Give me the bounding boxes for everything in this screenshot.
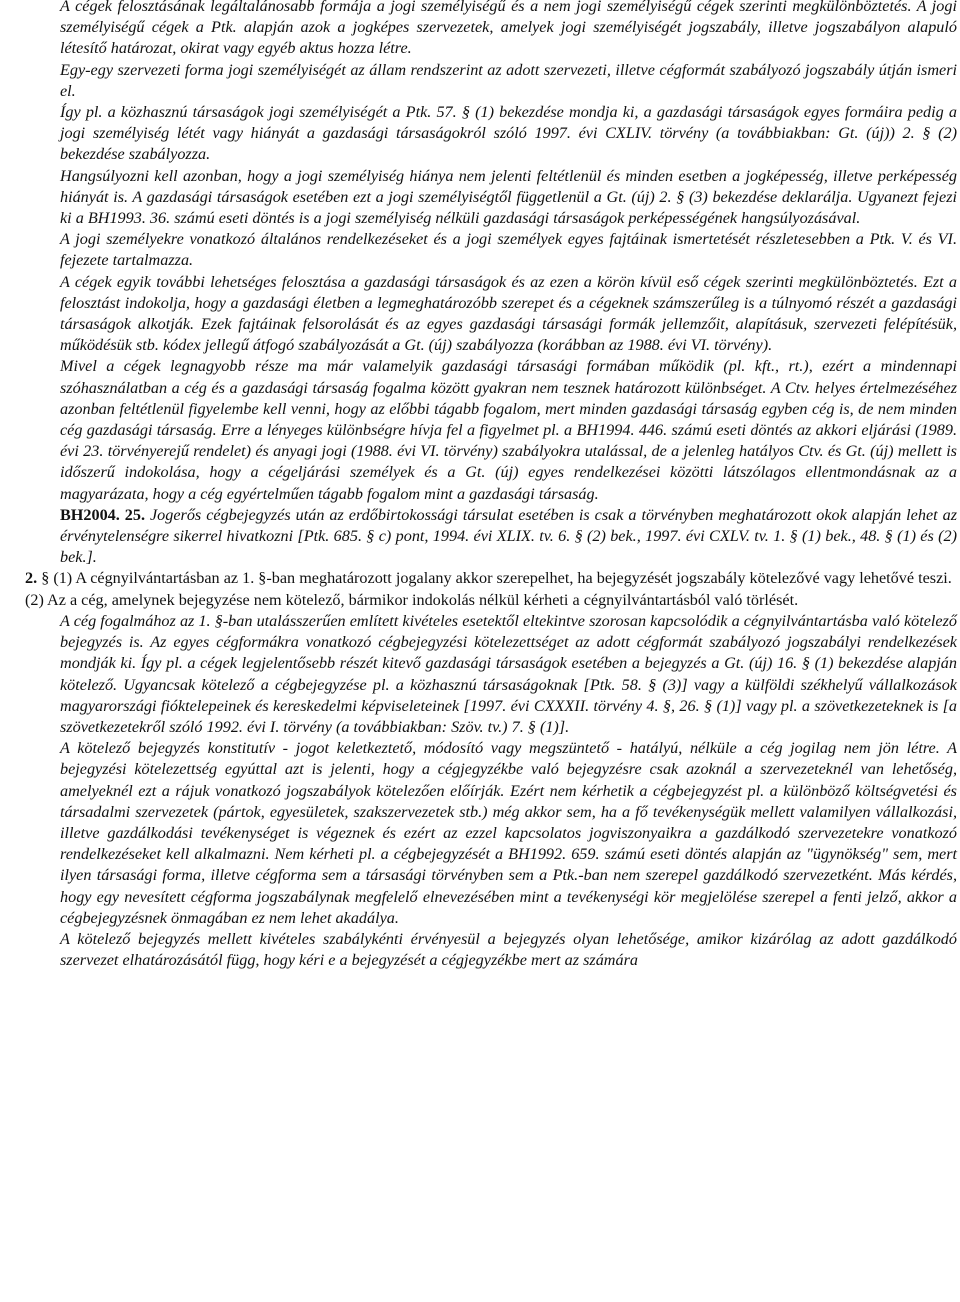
paragraph-state-recognition: Egy-egy szervezeti forma jogi személyiségét az állam rendszerint az adott szervezeti, illetve cégformát szabályozó jogszabály útján ismeri el. [60,60,957,100]
paragraph-optional-registration: A kötelező bejegyzés mellett kivételes szabálykénti érvényesül a bejegyzés olyan lehetősége, amikor kizárólag az adott gazdálkodó szervezet elhatározásától függ, hogy kéri e a bejegyzését a cégjegyzékbe mert az számára [60,929,957,970]
section-2-paragraph-1 [5,568,957,589]
section-number: 2. [25,569,38,588]
paragraph-business-companies: A cégek egyik további lehetséges felosztása a gazdasági társaságok és az ezen a körön kívül eső cégek szerinti megkülönböztetés. Ezt a felosztást indokolja, hogy a gazdasági életben a legmeghatározóbb szerepet és a cégeknek számszerűleg is a túlnyomó részét a gazdasági társaságok alkotják. Ezek fajtáinak felsorolását és az egyes gazdasági társasági formák jellemzőit, alapításuk, szervezeti felépítésük, működésük stb. kódex jellegű átfogó szabályozását a Gt. (új) szabályozza (korábban az 1988. évi VI. törvény). [60,272,957,355]
section-2-text: § (1) A cégnyilvántartásban az 1. §-ban meghatározott jogalany akkor szerepelhet, ha bejegyzését jogszabály kötelezővé vagy lehetővé teszi. [37,569,952,588]
document-page [5,0,957,971]
paragraph-company-concept: Mivel a cégek legnagyobb része ma már valamelyik gazdasági társasági formában működik (pl. kft., rt.), ezért a mindennapi szóhasználatban a cég és a gazdasági társaság fogalma között gyakran nem tesznek határozott különbséget. A Ctv. helyes értelmezéséhez azonban feltétlenül figyelembe kell venni, hogy az előbbi tágabb fogalom, mert minden gazdasági társaság egyben cég is, de nem minden cég gazdasági társaság. Erre a lényeges különbségre hívja fel a figyelmet pl. a BH1994. 446. számú eseti döntés az akkori eljárási (1989. évi 23. törvényerejű rendelet) és anyagi jogi (1988. évi VI. törvény) szabályokra utalással, de a jelenleg hatályos Ctv. és Gt. (új) mellett is időszerű indokolása, hogy a cégeljárási személyek és a Gt. (új) egyes rendelkezései közötti látszólagos ellentmondásnak az a magyarázata, hogy a cég egyértelműen tágabb fogalom mint a gazdasági társaság. [60,357,957,503]
court-decision-text: Jogerős cégbejegyzés után az erdőbirtokossági társulat esetében is csak a törvényben meghatározott okok alapján lehet az érvénytelenségre sikerrel hivatkozni [Ptk. 685. § c) pont, 1994. évi XLIX. tv. 6. § (2) bek., 1997. évi CXLV. tv. 1. § (1) bek., 48. § (1) és (2) bek.]. [60,505,957,567]
section-2-paragraph-2: (2) Az a cég, amelynek bejegyzése nem kötelező, bármikor indokolás nélkül kérheti a cégnyilvántartásból való törlését. [25,590,799,609]
paragraph-ptk-chapters: A jogi személyekre vonatkozó általános rendelkezéseket és a jogi személyek egyes fajtáinak ismertetését részletesebben a Ptk. V. és VI. fejezete tartalmazza. [60,230,957,270]
paragraph-example-ptk: Így pl. a közhasznú társaságok jogi személyiségét a Ptk. 57. § (1) bekezdése mondja ki, a gazdasági társaságok egyes formáira pedig a jogi személyiség létét vagy hiányát a gazdasági társaságokról szóló 1997. évi CXLIV. törvény (a továbbiakban: Gt. (új)) 2. § (2) bekezdése szabályozza. [60,103,957,164]
paragraph-capacity-emphasis: Hangsúlyozni kell azonban, hogy a jogi személyiség hiánya nem jelenti feltétlenül és minden esetben a jogképesség, illetve perképesség hiányát is. A gazdasági társaságok esetében ezt a jogi személyiségtől függetlenül a Gt. (új) 2. § (3) bekezdése deklarálja. Ugyanezt fejezi ki a BH1993. 36. számú eseti döntés is a jogi személyiség nélküli gazdasági társaságok perképességének hangsúlyozásával. [60,166,957,228]
paragraph-legal-personality: A cégek felosztásának legáltalánosabb formája a jogi személyiségű és a nem jogi személyiségű cégek szerinti megkülönböztetés. A jogi személyiségű cégek a Ptk. alapján azok a jogképes szervezetek, amelyek jogi személyiségét jogszabály, illetve jogszabályon alapuló létesítő határozat, okirat vagy egyéb aktus hozza létre. [60,0,957,58]
paragraph-mandatory-registration: A cég fogalmához az 1. §-ban utalásszerűen említett kivételes esetektől eltekintve szorosan kapcsolódik a cégnyilvántartásba való kötelező bejegyzés is. Az egyes cégformákra vonatkozó cégbejegyzési kötelezettséget az adott cégformát szabályozó jogszabályi rendelkezések mondják ki. Így pl. a cégek legjelentősebb részét kitevő gazdasági társaságok esetében a bejegyzés a Gt. (új) 16. § (1) bekezdése alapján kötelező. Ugyancsak kötelező a cégbejegyzése pl. a közhasznú társaságoknak [Ptk. 58. § (3)] vagy a külföldi székhelyű vállalkozások magyarországi fióktelepeinek és kereskedelmi képviseleteinek [1997. évi CXXXII. törvény 4. §, 26. § (1)] vagy pl. a szövetkezeteknek is [a szövetkezetekről szóló 1992. évi I. törvény (a továbbiakban: Szöv. tv.) 7. § (1)]. [60,611,957,736]
court-decision-paragraph [5,505,957,569]
court-decision-reference: BH2004. 25. [60,505,146,524]
paragraph-constitutive-effect: A kötelező bejegyzés konstitutív - jogot keletkeztető, módosító vagy megszüntető - hatályú, nélküle a cég jogilag nem jön létre. A bejegyzési kötelezettség egyúttal azt is jelenti, hogy a cégjegyzékbe való bejegyzésre csak azoknál a szervezeteknél van lehetőség, amelyeknél ezt a rájuk vonatkozó jogszabályok kötelezően előírják. Ezért nem kérhetik a cégbejegyzést pl. a különböző költségvetési és társadalmi szervezetek (pártok, egyesületek, szakszervezetek stb.) még akkor sem, ha a fő tevékenységük mellett valamilyen vállalkozási, illetve gazdálkodási tevékenységet is végeznek és ezért az ezzel kapcsolatos jogviszonyaikra a gazdálkodó szervezetekre vonatkozó rendelkezéseket kell alkalmazni. Nem kérheti pl. a cégbejegyzését a BH1992. 659. számú eseti döntés alapján az "ügynökség" sem, mert ilyen társasági forma, illetve cégforma sem a társasági törvényben sem a Ptk.-ban nem szerepel gazdálkodó szervezetként. Más kérdés, hogy egy nevesített cégforma jogszabálynak megfelelő elnevezésében mint a tevékenységi kör megjelölése szerepel a fenti jelző, akkor a cégbejegyzésnek önmagában ez nem lehet akadálya. [60,739,957,927]
